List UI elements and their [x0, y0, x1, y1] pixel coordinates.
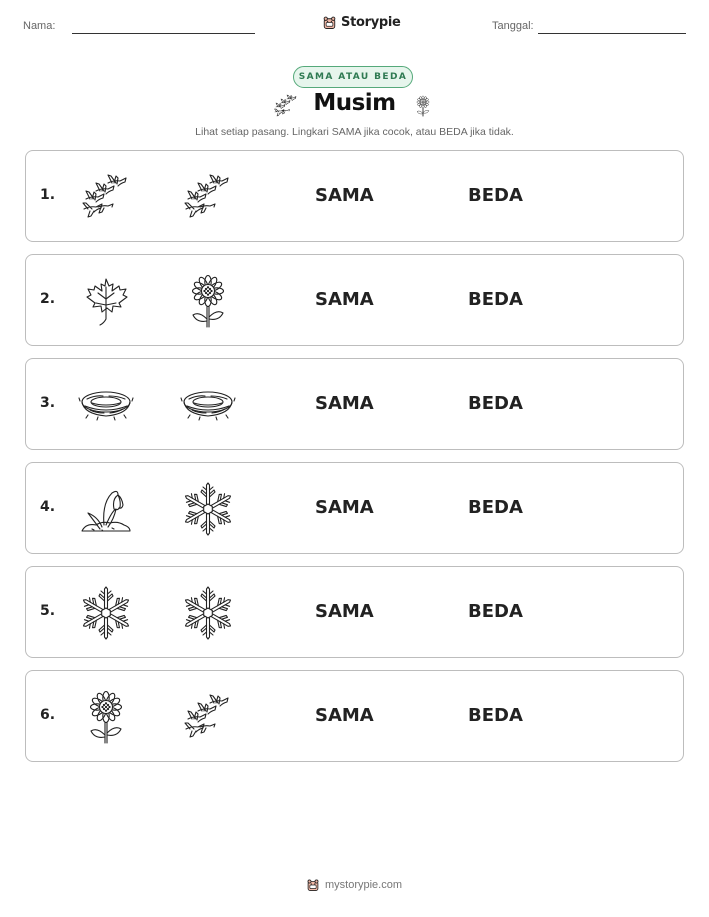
same-option[interactable]: SAMA — [315, 185, 374, 206]
different-option[interactable]: BEDA — [468, 705, 523, 726]
sunflower-icon — [78, 689, 134, 745]
same-option[interactable]: SAMA — [315, 497, 374, 518]
footer — [306, 878, 402, 892]
name-line[interactable] — [72, 33, 255, 34]
nest-icon — [180, 377, 236, 433]
footer-url[interactable]: mystorypie.com — [325, 879, 403, 891]
snowflake-icon — [180, 481, 236, 537]
instruction-text: Lihat setiap pasang. Lingkari SAMA jika cocok, atau BEDA jika tidak. — [195, 126, 514, 138]
question-row — [25, 358, 684, 450]
geese-icon — [78, 169, 134, 225]
question-number: 4. — [40, 499, 56, 515]
nest-icon — [78, 377, 134, 433]
maple-leaf-icon — [78, 273, 134, 329]
brand — [322, 12, 401, 32]
question-row — [25, 566, 684, 658]
geese-icon — [180, 169, 236, 225]
sunflower-icon — [180, 273, 236, 329]
date-label: Tanggal: — [492, 20, 534, 32]
geese-icon — [180, 689, 236, 745]
different-option[interactable]: BEDA — [468, 393, 523, 414]
question-number: 2. — [40, 291, 56, 307]
page-title: Musim — [313, 90, 396, 116]
name-label: Nama: — [23, 20, 56, 32]
brand-name: Storypie — [341, 14, 401, 30]
snowflake-icon — [78, 585, 134, 641]
same-option[interactable]: SAMA — [315, 705, 374, 726]
worksheet-header — [0, 0, 709, 50]
sunflower-icon — [412, 90, 434, 122]
question-number: 5. — [40, 603, 56, 619]
storypie-logo-icon — [322, 15, 337, 30]
date-line[interactable] — [538, 33, 686, 34]
question-row — [25, 462, 684, 554]
different-option[interactable]: BEDA — [468, 601, 523, 622]
snowdrop-icon — [78, 481, 134, 537]
storypie-logo-icon — [306, 878, 320, 892]
different-option[interactable]: BEDA — [468, 185, 523, 206]
same-option[interactable]: SAMA — [315, 393, 374, 414]
activity-badge: SAMA ATAU BEDA — [293, 66, 413, 88]
snowflake-icon — [180, 585, 236, 641]
question-number: 3. — [40, 395, 56, 411]
same-option[interactable]: SAMA — [315, 601, 374, 622]
different-option[interactable]: BEDA — [468, 289, 523, 310]
question-number: 1. — [40, 187, 56, 203]
different-option[interactable]: BEDA — [468, 497, 523, 518]
question-row — [25, 254, 684, 346]
question-row — [25, 150, 684, 242]
question-number: 6. — [40, 707, 56, 723]
question-row — [25, 670, 684, 762]
same-option[interactable]: SAMA — [315, 289, 374, 310]
